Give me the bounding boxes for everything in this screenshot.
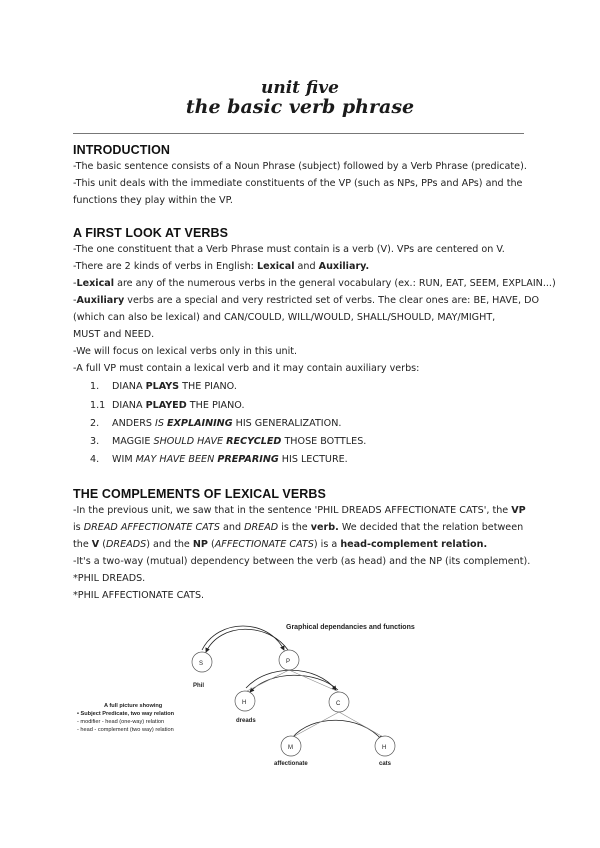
first-look-line-2: -There are 2 kinds of verbs in English: Lexical and Auxiliary. (73, 261, 370, 272)
arc-complement-head (250, 675, 338, 692)
first-look-line-6: MUST and NEED. (73, 329, 155, 340)
title-line-1: unit five (260, 78, 339, 98)
legend-line-2: • Subject Predicate, two way relation (77, 711, 175, 717)
node-s-label: S (199, 661, 204, 667)
complements-line-1: -In the previous unit, we saw that in the sentence 'PHIL DREADS AFFECTIONATE CATS', the VP (73, 505, 526, 516)
intro-line-2: -This unit deals with the immediate constituents of the VP (such as NPs, PPs and APs) and the (73, 178, 523, 189)
example-4: 4. WIM MAY HAVE BEEN PREPARING HIS LECTURE. (90, 454, 348, 465)
node-m-label: M (288, 745, 293, 751)
node-h-verb-label: H (242, 700, 247, 706)
word-dreads: dreads (236, 718, 256, 724)
complements-heading: THE COMPLEMENTS OF LEXICAL VERBS (73, 487, 326, 501)
example-3: 3. MAGGIE SHOULD HAVE RECYCLED THOSE BOTTLES. (90, 436, 367, 447)
first-look-line-7: -We will focus on lexical verbs only in this unit. (73, 346, 298, 357)
word-cats: cats (379, 761, 392, 767)
complements-line-3: the V (DREADS) and the NP (AFFECTIONATE CATS) is a head-complement relation. (73, 539, 488, 550)
complements-line-2: is DREAD AFFECTIONATE CATS and DREAD is the verb. We decided that the relation between (73, 522, 524, 533)
first-look-line-8: -A full VP must contain a lexical verb and it may contain auxiliary verbs: (73, 363, 420, 374)
edge-p-c (289, 670, 339, 692)
node-p-label: P (286, 659, 291, 665)
diagram-title: Graphical dependancies and functions (286, 624, 415, 631)
first-look-line-5: (which can also be lexical) and CAN/COULD, WILL/WOULD, SHALL/SHOULD, MAY/MIGHT, (73, 312, 496, 323)
first-look-line-3: -Lexical are any of the numerous verbs in the general vocabulary (ex.: RUN, EAT, SEEM, EXPLAIN...) (73, 278, 556, 289)
example-2: 2. ANDERS IS EXPLAINING HIS GENERALIZATION. (90, 418, 342, 429)
intro-line-1: -The basic sentence consists of a Noun Phrase (subject) followed by a Verb Phrase (predicate). (73, 161, 527, 172)
example-1-1: 1.1 DIANA PLAYED THE PIANO. (90, 400, 245, 411)
intro-line-3: functions they play within the VP. (73, 195, 233, 206)
complements-line-5: *PHIL DREADS. (73, 573, 146, 584)
legend-line-3: - modifier - head (one-way) relation (77, 719, 165, 725)
node-h-noun-label: H (382, 745, 387, 751)
complements-line-4: -It's a two-way (mutual) dependency between the verb (as head) and the NP (its complement). (73, 556, 531, 567)
word-affectionate: affectionate (274, 761, 308, 767)
legend-line-4: - head - complement (two way) relation (77, 727, 174, 733)
intro-heading: INTRODUCTION (73, 143, 171, 157)
legend-line-1: A full picture showing (104, 703, 163, 709)
edge-c-m (291, 712, 339, 738)
title-line-2: the basic verb phrase (185, 96, 415, 118)
example-1: 1. DIANA PLAYS THE PIANO. (90, 381, 237, 392)
first-look-heading: A FIRST LOOK AT VERBS (73, 226, 229, 240)
first-look-line-4: -Auxiliary verbs are a special and very restricted set of verbs. The clear ones are: BE, HAVE, DO (73, 295, 540, 306)
first-look-line-1: -The one constituent that a Verb Phrase must contain is a verb (V). VPs are centered on V. (73, 244, 505, 255)
word-phil: Phil (193, 683, 205, 689)
complements-line-6: *PHIL AFFECTIONATE CATS. (73, 590, 205, 601)
node-c-label: C (336, 701, 341, 707)
edge-c-h (339, 712, 385, 738)
edge-p-h (245, 670, 289, 692)
